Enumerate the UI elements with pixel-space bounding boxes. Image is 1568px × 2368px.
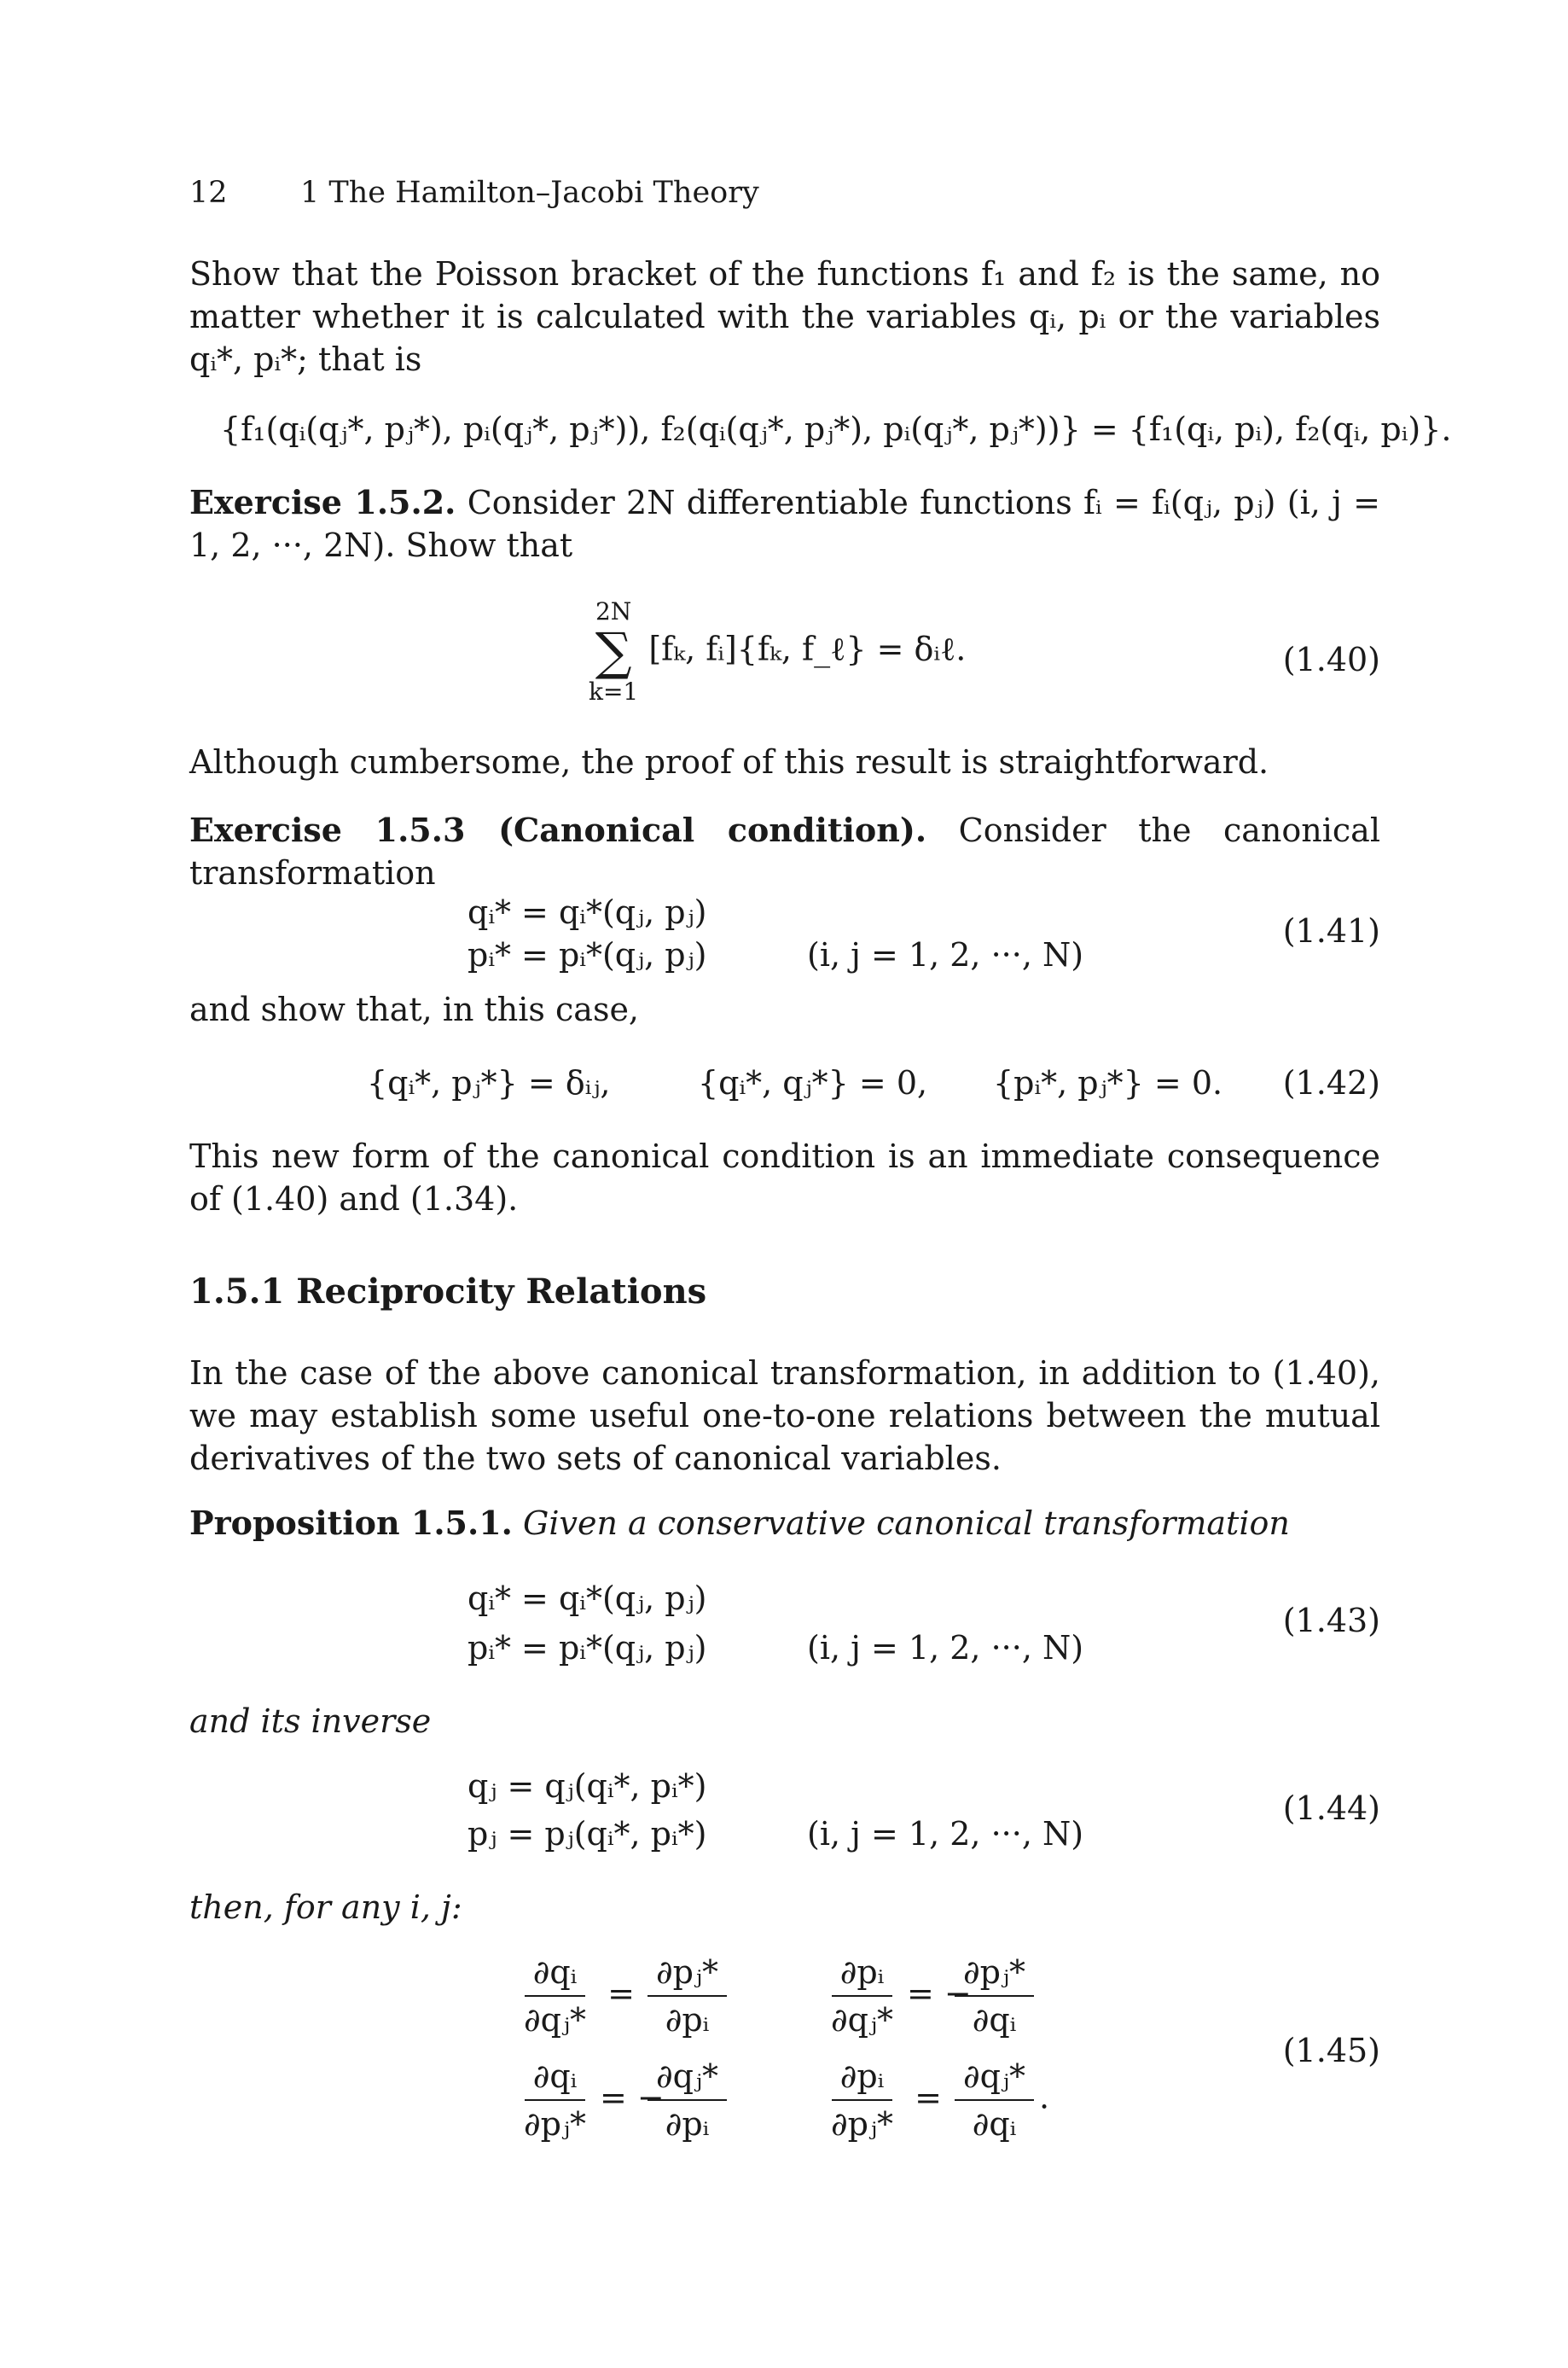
relation: = − [907,1974,972,2012]
relation: = [915,2078,942,2116]
exercise-text: Consider 2N differentiable functions fᵢ = fᵢ(qⱼ, pⱼ) (i, j = 1, 2, ···, 2N). Show that [189,484,1380,564]
equation-poisson-invariance: {f₁(qᵢ(qⱼ*, pⱼ*), pᵢ(qⱼ*, pⱼ*)), f₂(qᵢ(qⱼ*, pⱼ*), pᵢ(qⱼ*, pⱼ*))} = {f₁(qᵢ, pᵢ), f₂(qᵢ, pᵢ)}. [220,410,1452,448]
fraction [648,1952,727,2039]
relation: = − [600,2078,665,2116]
sigma-symbol: ∑ [595,622,632,682]
denominator: ∂qⱼ* [524,2001,587,2039]
denominator: ∂qᵢ [972,2105,1017,2143]
equation-1-45-row-2-right [817,2057,1049,2144]
equation-1-44-range: (i, j = 1, 2, ···, N) [807,1815,1084,1853]
equation-1-41-line-1: qᵢ* = qᵢ*(qⱼ, pⱼ) [467,893,707,931]
equation-1-45-row-1-right [817,1952,1039,2039]
numerator: ∂pⱼ* [648,1952,727,1997]
numerator: ∂pᵢ [832,1952,893,1997]
sum-body: [fₖ, fᵢ]{fₖ, f_ℓ} = δᵢℓ. [648,630,967,668]
summation [589,597,638,707]
fraction [515,2057,595,2144]
running-header [189,176,1380,210]
section-heading: 1.5.1 Reciprocity Relations [189,1271,707,1312]
equation-number-1-40: (1.40) [1282,641,1380,678]
denominator: ∂qⱼ* [831,2001,894,2039]
denominator: ∂pᵢ [665,2001,710,2039]
paragraph-6: and its inverse [189,1702,432,1740]
page-number: 12 [189,176,228,210]
numerator: ∂qⱼ* [648,2057,727,2101]
equation-1-43-range: (i, j = 1, 2, ···, N) [807,1629,1084,1667]
sum-lower-limit: k=1 [589,678,639,706]
exercise-1-5-2 [189,481,1380,567]
equation-1-45-row-1-left [510,1952,732,2039]
paragraph-2: Although cumbersome, the proof of this result is straightforward. [189,743,1269,781]
equation-1-44-line-2: pⱼ = pⱼ(qᵢ*, pᵢ*) [467,1815,707,1853]
exercise-label: Exercise 1.5.2. [189,483,456,521]
denominator: ∂pⱼ* [831,2105,894,2143]
proposition-text: Given a conservative canonical transformation [522,1504,1290,1542]
equation-1-44-line-1: qⱼ = qⱼ(qᵢ*, pᵢ*) [467,1767,707,1805]
equation-number-1-42: (1.42) [1282,1064,1380,1102]
numerator: ∂qⱼ* [955,2057,1034,2101]
numerator: ∂pᵢ [832,2057,893,2101]
equation-1-43-line-2: pᵢ* = pᵢ*(qⱼ, pⱼ) [467,1629,707,1667]
paragraph-5: In the case of the above canonical transformation, in addition to (1.40), we may establish some useful one-to-one relations between the mutual derivatives of the two sets of canonical variables. [189,1354,1380,1477]
numerator: ∂pⱼ* [955,1952,1034,1997]
equation-1-40 [589,597,966,707]
equation-number-1-44: (1.44) [1282,1789,1380,1827]
exercise-text: Consider the canonical transformation [189,812,1380,892]
paragraph-7: then, for any i, j: [189,1888,462,1926]
fraction [822,1952,902,2039]
paragraph-4: This new form of the canonical condition is an immediate consequence of (1.40) and (1.34). [189,1137,1380,1218]
fraction [648,2057,727,2144]
sentence-period: . [1039,2078,1050,2116]
equation-number-1-45: (1.45) [1282,2032,1380,2069]
proposition-label: Proposition 1.5.1. [189,1504,513,1542]
equation-1-41-line-2: pᵢ* = pᵢ*(qⱼ, pⱼ) [467,936,707,974]
numerator: ∂qᵢ [525,2057,586,2101]
denominator: ∂qᵢ [972,2001,1017,2039]
equation-1-42-c: {pᵢ*, pⱼ*} = 0. [993,1064,1223,1102]
paragraph-1: Show that the Poisson bracket of the functions f₁ and f₂ is the same, no matter whether it is calculated with the variables qᵢ, pᵢ or the variables qᵢ*, pᵢ*; that is [189,255,1380,378]
equation-1-43-line-1: qᵢ* = qᵢ*(qⱼ, pⱼ) [467,1580,707,1617]
equation-1-42-b: {qᵢ*, qⱼ*} = 0, [698,1064,928,1102]
sum-upper-limit: 2N [595,597,632,625]
equation-1-45-row-2-left [510,2057,732,2144]
fraction [955,2057,1034,2144]
denominator: ∂pᵢ [665,2105,710,2143]
fraction [515,1952,595,2039]
fraction [955,1952,1034,2039]
equation-1-42-a: {qᵢ*, pⱼ*} = δᵢⱼ, [367,1064,611,1102]
fraction [822,2057,902,2144]
paragraph-3: and show that, in this case, [189,991,640,1028]
equation-1-41-range: (i, j = 1, 2, ···, N) [807,936,1084,974]
exercise-1-5-3 [189,809,1380,894]
relation: = [607,1974,635,2012]
equation-number-1-43: (1.43) [1282,1602,1380,1639]
denominator: ∂pⱼ* [524,2105,587,2143]
numerator: ∂qᵢ [525,1952,586,1997]
running-title: 1 The Hamilton–Jacobi Theory [300,176,759,210]
exercise-label: Exercise 1.5.3 (Canonical condition). [189,811,927,849]
proposition-1-5-1 [189,1502,1380,1545]
equation-number-1-41: (1.41) [1282,912,1380,950]
